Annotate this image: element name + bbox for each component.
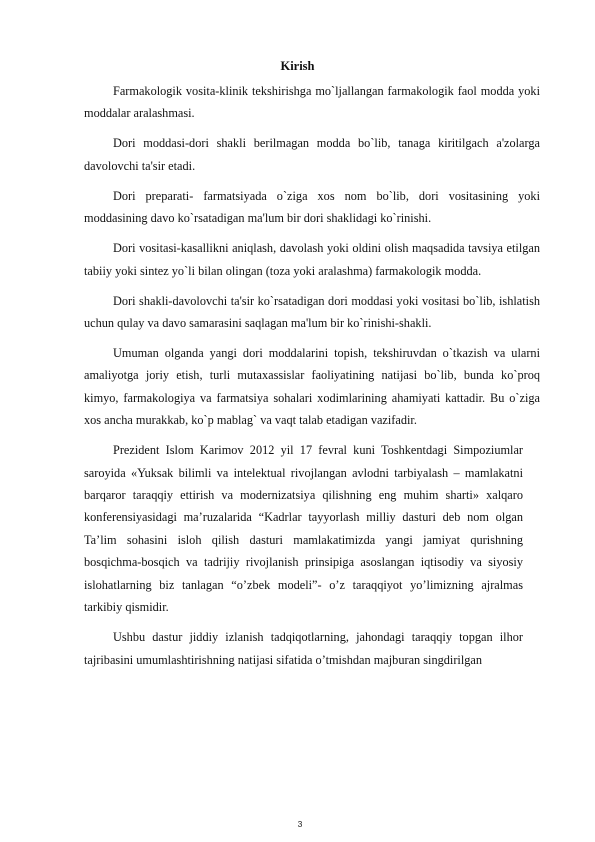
paragraph-dori-moddasi: Dori moddasi-dori shakli berilmagan modda bo`lib, tanaga kiritilgach a'zolarga davolovchi ta'sir etadi. (84, 136, 540, 173)
page-number: 3 (297, 819, 303, 829)
paragraph-prezident: Prezident Islom Karimov 2012 yil 17 fevral kuni Toshkentdagi Simpoziumlar saroyida «Yuksak bilimli va intelektual rivojlangan avlodni tarbiyalash – mamlakatni barqaror taraqqiy ettirish va modernizatsiya qilishning eng muhim sharti» xalqaro konferensiyasidagi ma’ruzalarida “Kadrlar tayyorlash milliy dasturi deb nom olgan Ta’lim sohasini isloh qilish dasturi mamlakatimizda yangi jamiyat qurishning bosqichma-bosqich va tadrijiy rivojlanish prinsipiga asoslangan iqtisodiy va siyosiy islohatlarning biz tanlagan “o’zbek modeli”- o’z taraqqiyot yo’limizning ajralmas tarkibiy qismidir. (84, 443, 523, 615)
paragraph-dori-preparati: Dori preparati- farmatsiyada o`ziga xos nom bo`lib, dori vositasining yoki moddasining davo ko`rsatadigan ma'lum bir dori shaklidagi ko`rinishi. (84, 188, 540, 226)
body-text (84, 80, 540, 679)
paragraph-umuman-olganda: Umuman olganda yangi dori moddalarini topish, tekshiruvdan o`tkazish va ularni amaliyotga joriy etish, turli mutaxassislar faoliyatining natijasi bo`lib, bunda ko`proq kimyo, farmakologiya va farmatsiya sohalari xodimlarining ahamiyati kattadir. Bu o`ziga xos ancha murakkab, ko`p mablag` va vaqt talab etadigan vazifadir. (84, 346, 540, 428)
paragraph-farmakologik-vosita: Farmakologik vosita-klinik tekshirishga mo`ljallangan farmakologik faol modda yoki moddalar aralashmasi. (84, 84, 540, 121)
paragraph-dori-shakli: Dori shakli-davolovchi ta'sir ko`rsatadigan dori moddasi yoki vositasi bo`lib, ishlatish uchun qulay va davo samarasini saqlagan ma'lum bir ko`rinishi-shakli. (84, 293, 540, 331)
paragraph-ushbu-dastur: Ushbu dastur jiddiy izlanish tadqiqotlarning, jahondagi taraqqiy topgan ilhor tajribasini umumlashtirishning natijasi sifatida o’tmishdan majburan singdirilgan (84, 630, 523, 667)
page-title: Kirish (280, 59, 315, 73)
paragraph-dori-vositasi: Dori vositasi-kasallikni aniqlash, davolash yoki oldini olish maqsadida tavsiya etilgan tabiiy yoki sintez yo`li bilan olingan (toza yoki aralashma) farmakologik modda. (84, 241, 540, 278)
